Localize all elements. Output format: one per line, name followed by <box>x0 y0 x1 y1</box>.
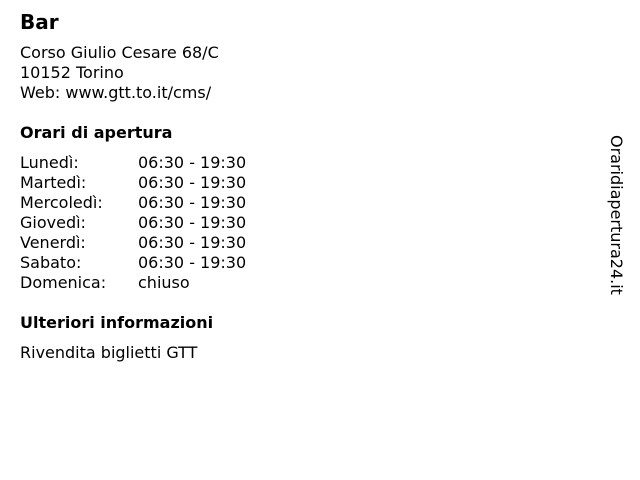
day-label: Sabato: <box>20 253 82 272</box>
brand-watermark: Oraridiapertura24.it <box>607 135 626 295</box>
day-label: Giovedì: <box>20 213 86 232</box>
opening-hours-title: Orari di apertura <box>20 123 173 142</box>
opening-hours-table <box>20 153 580 293</box>
address-city: 10152 Torino <box>20 63 124 82</box>
hours-row-friday <box>20 233 580 253</box>
hours-row-saturday <box>20 253 580 273</box>
time-value: 06:30 - 19:30 <box>138 253 247 272</box>
address-block <box>20 43 580 103</box>
business-name: Bar <box>20 10 59 34</box>
more-info-title: Ulteriori informazioni <box>20 313 214 332</box>
time-value: 06:30 - 19:30 <box>138 153 247 172</box>
hours-row-wednesday <box>20 193 580 213</box>
day-label: Mercoledì: <box>20 193 103 212</box>
hours-row-sunday <box>20 273 580 293</box>
time-value: 06:30 - 19:30 <box>138 193 247 212</box>
more-info-text: Rivendita biglietti GTT <box>20 343 198 362</box>
hours-row-thursday <box>20 213 580 233</box>
hours-row-monday <box>20 153 580 173</box>
day-label: Domenica: <box>20 273 107 292</box>
day-label: Martedì: <box>20 173 87 192</box>
day-label: Lunedì: <box>20 153 79 172</box>
day-label: Venerdì: <box>20 233 86 252</box>
time-value: 06:30 - 19:30 <box>138 233 247 252</box>
time-value: 06:30 - 19:30 <box>138 213 247 232</box>
business-card <box>20 10 580 363</box>
website-link[interactable]: Web: www.gtt.to.it/cms/ <box>20 83 212 102</box>
hours-row-tuesday <box>20 173 580 193</box>
address-street: Corso Giulio Cesare 68/C <box>20 43 219 62</box>
time-value: 06:30 - 19:30 <box>138 173 247 192</box>
time-value: chiuso <box>138 273 190 292</box>
